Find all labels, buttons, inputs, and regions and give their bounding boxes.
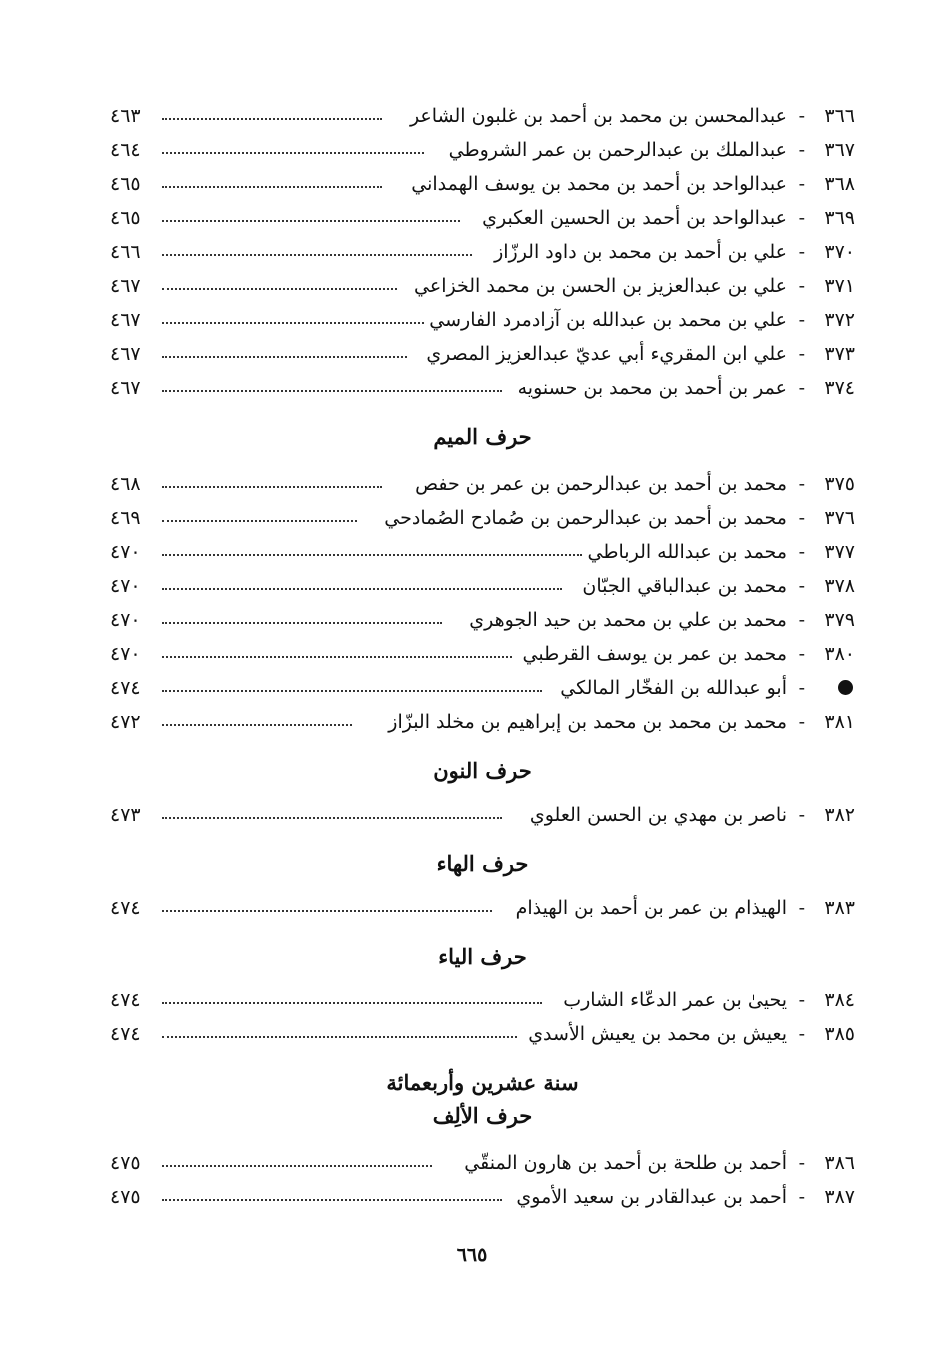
entry-name: أحمد بن عبدالقادر بن سعيد الأموي <box>516 1186 787 1208</box>
dot-leader <box>162 254 472 256</box>
dot-leader <box>162 910 492 912</box>
entry-dash: - <box>798 609 805 631</box>
bullet-marker <box>838 680 853 695</box>
dot-leader <box>162 622 442 624</box>
entry-row <box>110 469 855 499</box>
entry-dash: - <box>798 1152 805 1174</box>
entry-page: ٤٦٥ <box>110 207 141 229</box>
section-heading-year: سنة عشرين وأربعمائة <box>386 1070 579 1095</box>
entry-row <box>110 271 855 301</box>
entry-name: محمد بن محمد بن محمد بن إبراهيم بن مخلد البزّاز <box>388 711 787 733</box>
section-heading-yaa: حرف الياء <box>438 944 527 969</box>
dot-leader <box>162 1165 432 1167</box>
entry-page: ٤٧٢ <box>110 711 141 733</box>
entry-page: ٤٦٧ <box>110 275 141 297</box>
section-heading-noon: حرف النون <box>433 758 532 783</box>
entry-row <box>110 571 855 601</box>
entry-number: ٣٨٥ <box>824 1023 855 1045</box>
entry-row <box>110 339 855 369</box>
entry-name: يعيش بن محمد بن يعيش الأسدي <box>528 1023 787 1045</box>
entry-name: علي بن أحمد بن محمد بن داود الرزّاز <box>494 241 787 263</box>
entry-name: علي بن عبدالعزيز بن الحسن بن محمد الخزاعي <box>414 275 787 297</box>
dot-leader <box>162 588 562 590</box>
entry-name: عبدالملك بن عبدالرحمن بن عمر الشروطي <box>448 139 787 161</box>
entry-row <box>110 673 855 703</box>
entry-page: ٤٧٥ <box>110 1152 141 1174</box>
entry-name: الهيذام بن عمر بن أحمد بن الهيذام <box>515 897 787 919</box>
entry-page: ٤٧٠ <box>110 609 141 631</box>
entry-name: محمد بن أحمد بن عبدالرحمن بن صُمادح الصُمادحي <box>384 507 787 529</box>
entry-number: ٣٧٠ <box>824 241 855 263</box>
entry-number: ٣٨٠ <box>824 643 855 665</box>
entry-name: ناصر بن مهدي بن الحسن العلوي <box>529 804 787 826</box>
entry-name: محمد بن أحمد بن عبدالرحمن بن عمر بن حفص <box>415 473 787 495</box>
entry-row <box>110 1019 855 1049</box>
entry-dash: - <box>798 1186 805 1208</box>
entry-page: ٤٦٨ <box>110 473 141 495</box>
dot-leader <box>162 520 357 522</box>
entry-page: ٤٧٤ <box>110 989 141 1011</box>
entry-dash: - <box>798 643 805 665</box>
entry-dash: - <box>798 275 805 297</box>
dot-leader <box>162 220 460 222</box>
entry-row <box>110 893 855 923</box>
section-subheading-alif: حرف الألِف <box>432 1103 533 1128</box>
dot-leader <box>162 656 512 658</box>
entry-page: ٤٧٥ <box>110 1186 141 1208</box>
entry-dash: - <box>798 507 805 529</box>
entry-page: ٤٧٤ <box>110 897 141 919</box>
entry-dash: - <box>798 541 805 563</box>
entry-number: ٣٧١ <box>824 275 855 297</box>
dot-leader <box>162 1036 517 1038</box>
entry-number: ٣٦٩ <box>824 207 855 229</box>
entry-row <box>110 373 855 403</box>
entry-name: علي ابن المقريء أبي عديّ عبدالعزيز المصري <box>426 343 787 365</box>
entry-number: ٣٧٤ <box>824 377 855 399</box>
entry-dash: - <box>798 575 805 597</box>
entry-number: ٣٨٣ <box>824 897 855 919</box>
entry-number: ٣٧٨ <box>824 575 855 597</box>
entry-number: ٣٧٢ <box>824 309 855 331</box>
entry-row <box>110 1182 855 1212</box>
entry-page: ٤٦٧ <box>110 343 141 365</box>
entry-row <box>110 305 855 335</box>
dot-leader <box>162 288 397 290</box>
entry-row <box>110 203 855 233</box>
entry-number: ٣٨٢ <box>824 804 855 826</box>
entry-dash: - <box>798 241 805 263</box>
entry-row <box>110 135 855 165</box>
entry-name: عبدالواحد بن أحمد بن محمد بن يوسف الهمداني <box>411 173 787 195</box>
dot-leader <box>162 817 502 819</box>
entry-name: محمد بن عمر بن يوسف القرطبي <box>522 643 787 665</box>
dot-leader <box>162 554 582 556</box>
entry-page: ٤٧٠ <box>110 575 141 597</box>
dot-leader <box>162 356 407 358</box>
entry-dash: - <box>798 343 805 365</box>
entry-number: ٣٧٣ <box>824 343 855 365</box>
section-heading-haa: حرف الهاء <box>436 851 529 876</box>
entry-page: ٤٧٠ <box>110 541 141 563</box>
entry-page: ٤٦٣ <box>110 105 141 127</box>
entry-row <box>110 503 855 533</box>
page-number: ٦٦٥ <box>456 1244 488 1266</box>
entry-dash: - <box>798 989 805 1011</box>
dot-leader <box>162 118 382 120</box>
section-heading-meem: حرف الميم <box>433 424 532 449</box>
entry-dash: - <box>798 173 805 195</box>
dot-leader <box>162 486 382 488</box>
entry-name: أبو عبدالله بن الفخّار المالكي <box>560 677 787 699</box>
entry-row <box>110 605 855 635</box>
entry-row <box>110 800 855 830</box>
entry-row <box>110 639 855 669</box>
entry-dash: - <box>798 309 805 331</box>
entry-number: ٣٨١ <box>824 711 855 733</box>
entry-page: ٤٦٧ <box>110 377 141 399</box>
dot-leader <box>162 186 382 188</box>
dot-leader <box>162 390 502 392</box>
entry-name: عبدالمحسن بن محمد بن أحمد بن غلبون الشاعر <box>409 105 787 127</box>
entry-name: محمد بن عبدالباقي الجبّان <box>582 575 787 597</box>
entry-number: ٣٨٤ <box>824 989 855 1011</box>
entry-name: عبدالواحد بن أحمد بن الحسين العكبري <box>482 207 787 229</box>
entry-row <box>110 707 855 737</box>
entry-name: أحمد بن طلحة بن أحمد بن هارون المنقّي <box>464 1152 787 1174</box>
entry-name: يحيىٰ بن عمر الدعّاء الشارب <box>563 989 787 1011</box>
entry-number: ٣٦٦ <box>824 105 855 127</box>
entry-number: ٣٧٥ <box>824 473 855 495</box>
entry-row <box>110 537 855 567</box>
entry-dash: - <box>798 677 805 699</box>
dot-leader <box>162 690 542 692</box>
entry-name: علي بن محمد بن عبدالله بن آزادمرد الفارسي <box>429 309 787 331</box>
entry-dash: - <box>798 711 805 733</box>
entry-dash: - <box>798 1023 805 1045</box>
entry-number: ٣٧٧ <box>824 541 855 563</box>
entry-page: ٤٦٩ <box>110 507 141 529</box>
entry-dash: - <box>798 897 805 919</box>
dot-leader <box>162 152 424 154</box>
dot-leader <box>162 724 352 726</box>
entry-dash: - <box>798 377 805 399</box>
entry-page: ٤٧٣ <box>110 804 141 826</box>
entry-page: ٤٧٤ <box>110 1023 141 1045</box>
entry-dash: - <box>798 105 805 127</box>
entry-row <box>110 237 855 267</box>
entry-page: ٤٦٥ <box>110 173 141 195</box>
entry-row <box>110 1148 855 1178</box>
entry-dash: - <box>798 139 805 161</box>
entry-page: ٤٦٤ <box>110 139 141 161</box>
entry-name: عمر بن أحمد بن محمد بن حسنويه <box>517 377 787 399</box>
entry-page: ٤٦٦ <box>110 241 141 263</box>
entry-number: ٣٧٩ <box>824 609 855 631</box>
dot-leader <box>162 1002 542 1004</box>
entry-name: محمد بن علي بن محمد بن حيد الجوهري <box>469 609 787 631</box>
entry-page: ٤٧٤ <box>110 677 141 699</box>
entry-page: ٤٧٠ <box>110 643 141 665</box>
entry-name: محمد بن عبدالله الرباطي <box>587 541 787 563</box>
entry-number: ٣٧٦ <box>824 507 855 529</box>
entry-dash: - <box>798 473 805 495</box>
dot-leader <box>162 1199 502 1201</box>
entry-number: ٣٦٨ <box>824 173 855 195</box>
entry-number: ٣٨٦ <box>824 1152 855 1174</box>
entry-dash: - <box>798 804 805 826</box>
dot-leader <box>162 322 424 324</box>
entry-page: ٤٦٧ <box>110 309 141 331</box>
entry-dash: - <box>798 207 805 229</box>
entry-number: ٣٦٧ <box>824 139 855 161</box>
entry-row <box>110 985 855 1015</box>
entry-row <box>110 169 855 199</box>
entry-number: ٣٨٧ <box>824 1186 855 1208</box>
entry-row <box>110 101 855 131</box>
